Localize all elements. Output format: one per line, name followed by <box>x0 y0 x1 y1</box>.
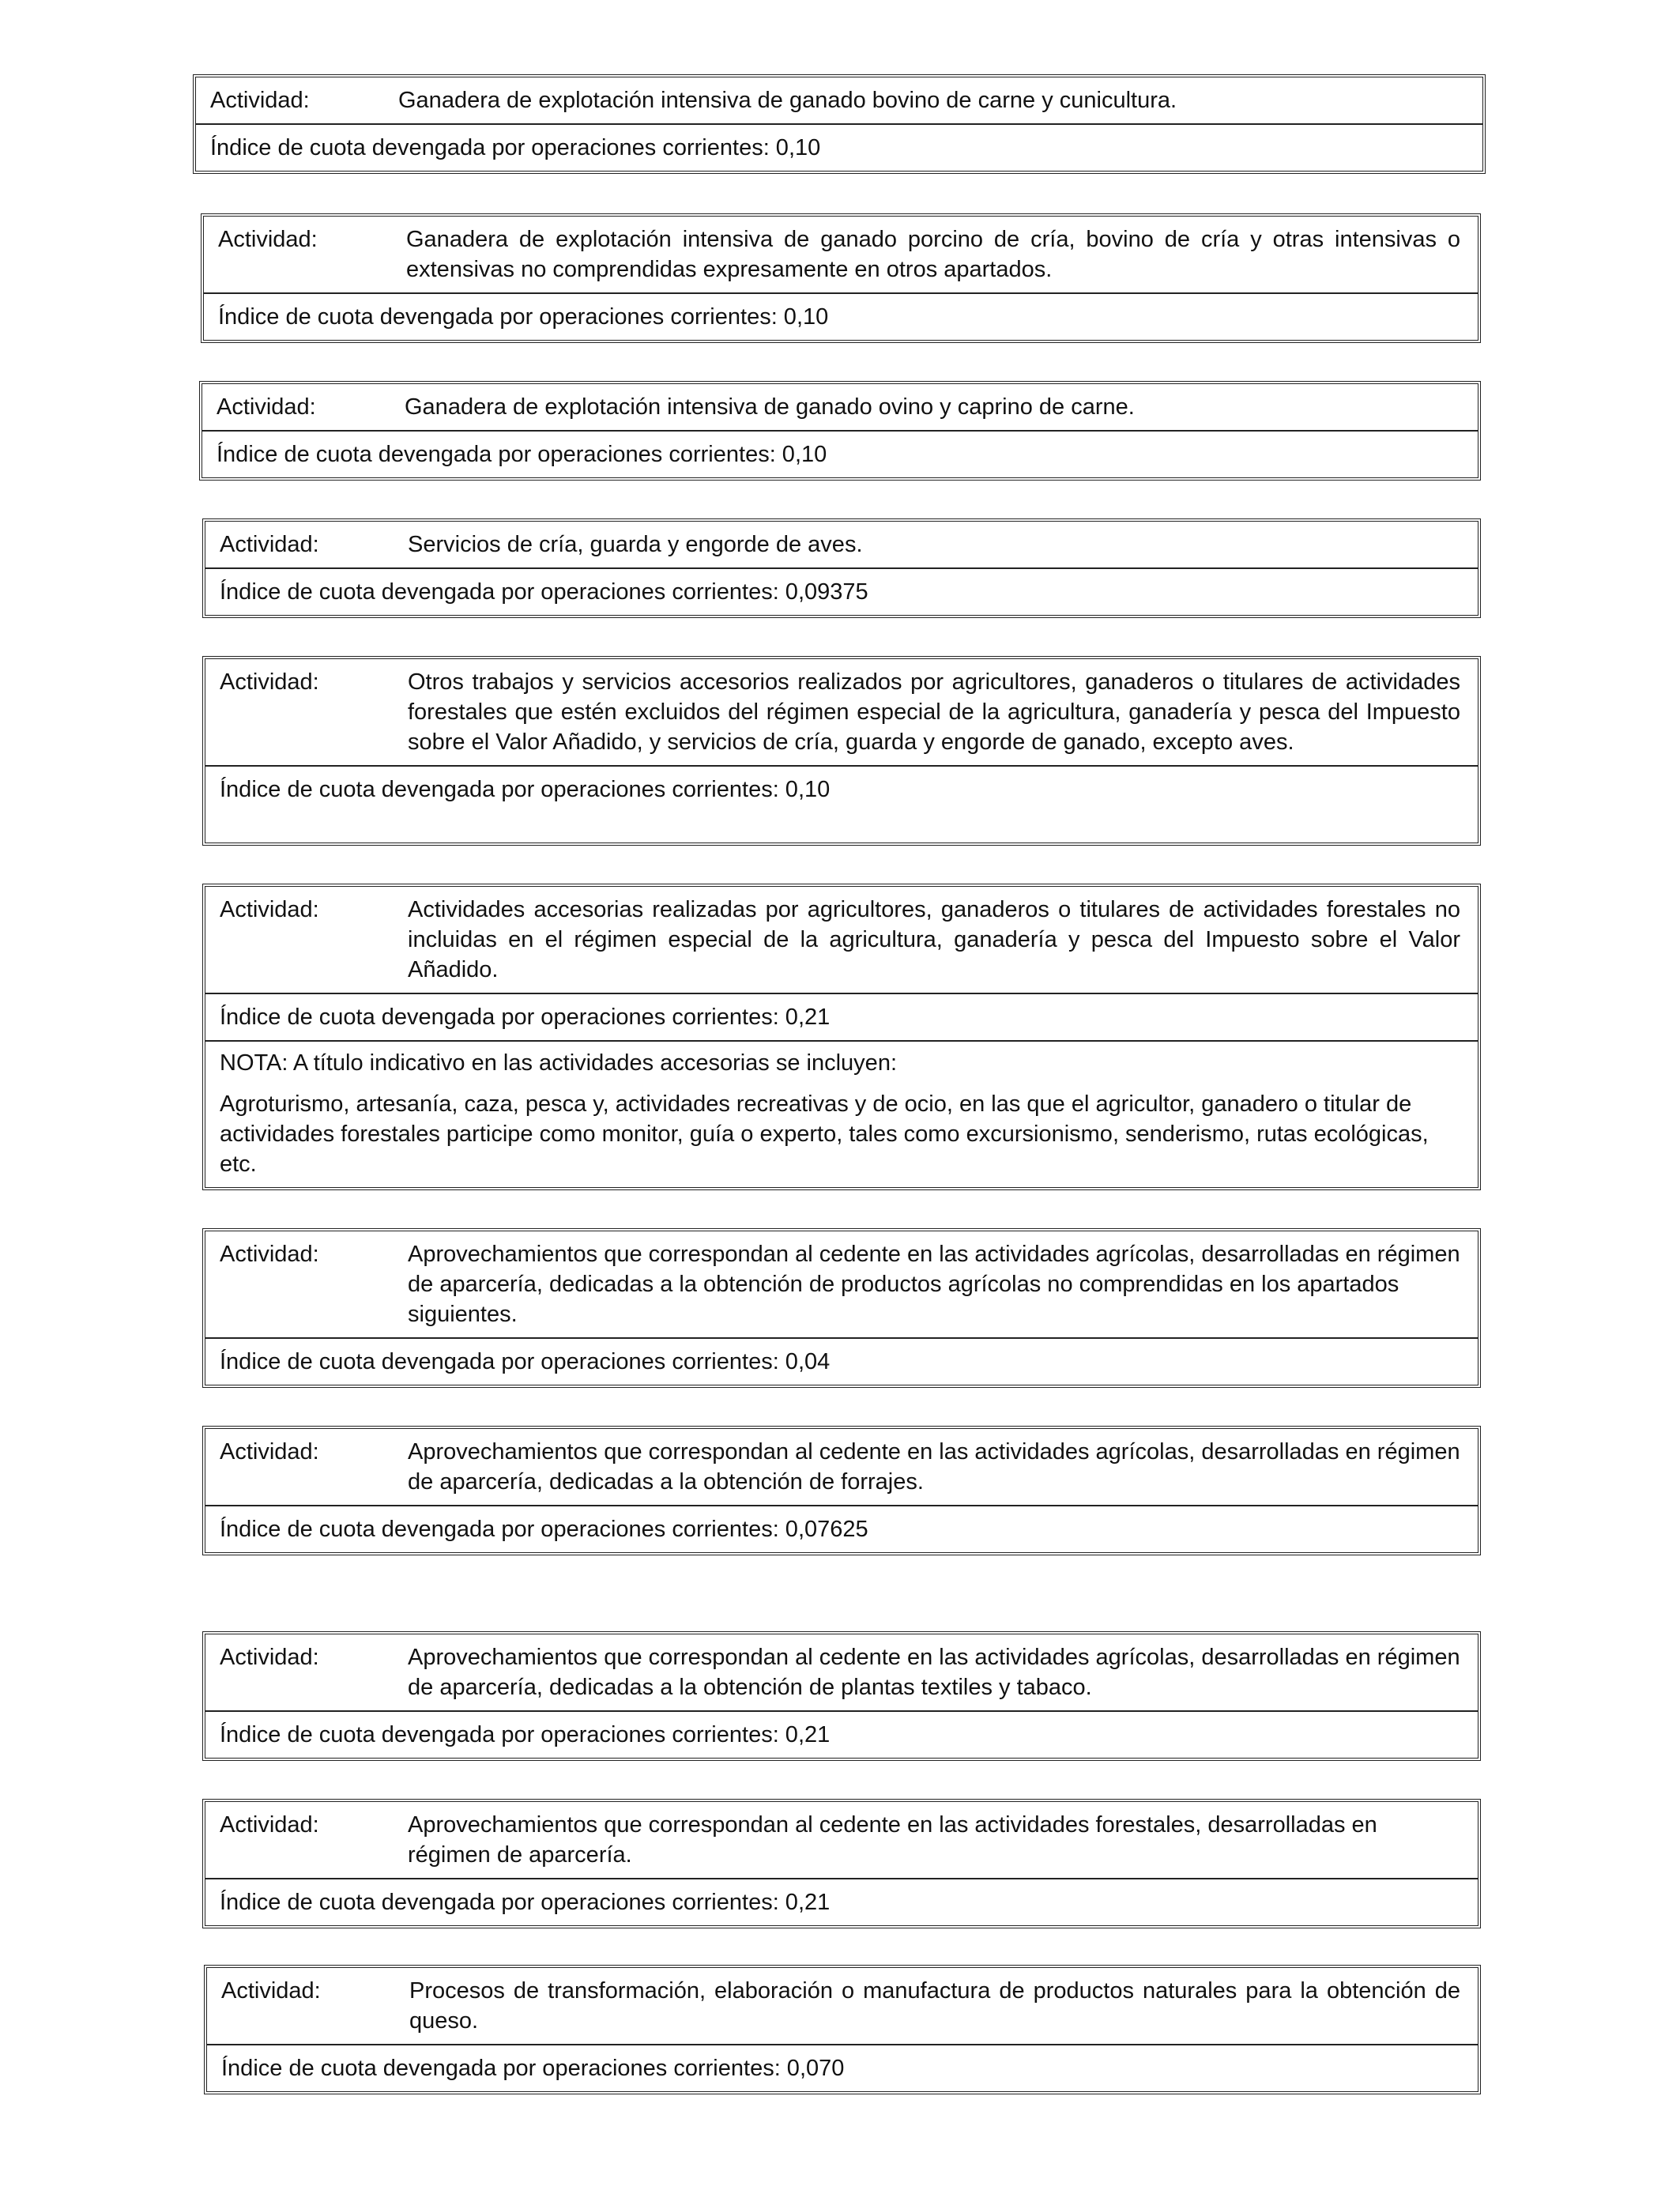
activity-description: Actividades accesorias realizadas por agricultores, ganaderos o titulares de actividades forestales no incluidas en el régimen especial de la agricultura, ganadería y pesca del Impuesto sobre el Valor Añadido. <box>408 897 1460 982</box>
index-row: Índice de cuota devengada por operaciones corrientes: 0,070 <box>207 2044 1478 2091</box>
activity-row <box>204 217 1478 292</box>
activity-description: Aprovechamientos que correspondan al cedente en las actividades agrícolas, desarrolladas en régimen de aparcería, dedicadas a la obtención de plantas textiles y tabaco. <box>408 1645 1460 1700</box>
index-row: Índice de cuota devengada por operaciones corrientes: 0,10 <box>202 430 1478 477</box>
activity-label: Actividad: <box>218 227 318 252</box>
index-row: Índice de cuota devengada por operaciones corrientes: 0,04 <box>205 1337 1478 1385</box>
activity-box-2 <box>201 213 1481 343</box>
index-row: Índice de cuota devengada por operaciones corrientes: 0,10 <box>205 765 1478 812</box>
activity-label: Actividad: <box>220 1645 319 1670</box>
activity-row <box>196 77 1482 123</box>
activity-box-7 <box>202 1228 1481 1388</box>
activity-box-1 <box>193 74 1486 174</box>
activity-label: Actividad: <box>220 1439 319 1465</box>
activity-box-5 <box>202 656 1481 846</box>
activity-description: Procesos de transformación, elaboración o manufactura de productos naturales para la obtención de queso. <box>409 1978 1460 2034</box>
activity-box-10 <box>202 1799 1481 1928</box>
activity-row <box>205 1634 1478 1710</box>
index-row: Índice de cuota devengada por operaciones corrientes: 0,10 <box>204 292 1478 340</box>
index-row: Índice de cuota devengada por operaciones corrientes: 0,10 <box>196 123 1482 171</box>
activity-row <box>205 659 1478 765</box>
activity-label: Actividad: <box>221 1978 321 2004</box>
activity-box-6 <box>202 884 1481 1190</box>
activity-box-9 <box>202 1631 1481 1761</box>
activity-description: Aprovechamientos que correspondan al cedente en las actividades agrícolas, desarrolladas en régimen de aparcería, dedicadas a la obtención de forrajes. <box>408 1439 1460 1495</box>
index-row: Índice de cuota devengada por operaciones corrientes: 0,07625 <box>205 1505 1478 1552</box>
activity-description: Ganadera de explotación intensiva de ganado porcino de cría, bovino de cría y otras intensivas o extensivas no comprendidas expresamente en otros apartados. <box>406 227 1460 282</box>
activity-label: Actividad: <box>220 1812 319 1838</box>
activity-label: Actividad: <box>220 669 319 695</box>
activity-box-4 <box>202 518 1481 618</box>
activity-label: Actividad: <box>220 532 319 557</box>
activity-description: Ganadera de explotación intensiva de ganado ovino y caprino de carne. <box>405 394 1135 420</box>
note-heading: NOTA: A título indicativo en las actividades accesorias se incluyen: <box>220 1050 898 1076</box>
index-row: Índice de cuota devengada por operaciones corrientes: 0,21 <box>205 1710 1478 1758</box>
note-body: Agroturismo, artesanía, caza, pesca y, actividades recreativas y de ocio, en las que el agricultor, ganadero o titular de actividades forestales participe como monitor, guía o experto, tales como excursionismo, senderismo, rutas ecológicas, etc. <box>220 1091 1429 1177</box>
index-row: Índice de cuota devengada por operaciones corrientes: 0,09375 <box>205 567 1478 615</box>
activity-description: Servicios de cría, guarda y engorde de aves. <box>408 532 863 557</box>
activity-row <box>207 1968 1478 2044</box>
activity-label: Actividad: <box>210 88 310 113</box>
activity-row <box>205 887 1478 993</box>
activity-row <box>205 1429 1478 1505</box>
activity-description: Otros trabajos y servicios accesorios realizados por agricultores, ganaderos o titulares de actividades forestales que estén excluidos del régimen especial de la agricultura, ganadería y pesca del Impuesto sobre el Valor Añadido, y servicios de cría, guarda y engorde de ganado, excepto aves. <box>408 669 1460 755</box>
activity-description: Aprovechamientos que correspondan al cedente en las actividades forestales, desarrolladas en régimen de aparcería. <box>408 1812 1377 1868</box>
index-row: Índice de cuota devengada por operaciones corrientes: 0,21 <box>205 993 1478 1040</box>
activity-box-11 <box>204 1965 1481 2094</box>
activity-box-3 <box>199 381 1481 481</box>
activity-row <box>205 522 1478 567</box>
activity-description: Aprovechamientos que correspondan al cedente en las actividades agrícolas, desarrolladas en régimen de aparcería, dedicadas a la obtención de productos agrícolas no comprendidas en los apartados siguientes. <box>408 1242 1460 1327</box>
activity-description: Ganadera de explotación intensiva de ganado bovino de carne y cunicultura. <box>398 88 1177 113</box>
note-row <box>205 1040 1478 1187</box>
activity-label: Actividad: <box>220 897 319 922</box>
activity-row <box>205 1802 1478 1878</box>
activity-label: Actividad: <box>217 394 316 420</box>
activity-label: Actividad: <box>220 1242 319 1267</box>
index-row: Índice de cuota devengada por operaciones corrientes: 0,21 <box>205 1878 1478 1925</box>
activity-box-8 <box>202 1426 1481 1555</box>
activity-row <box>202 384 1478 430</box>
activity-row <box>205 1231 1478 1337</box>
